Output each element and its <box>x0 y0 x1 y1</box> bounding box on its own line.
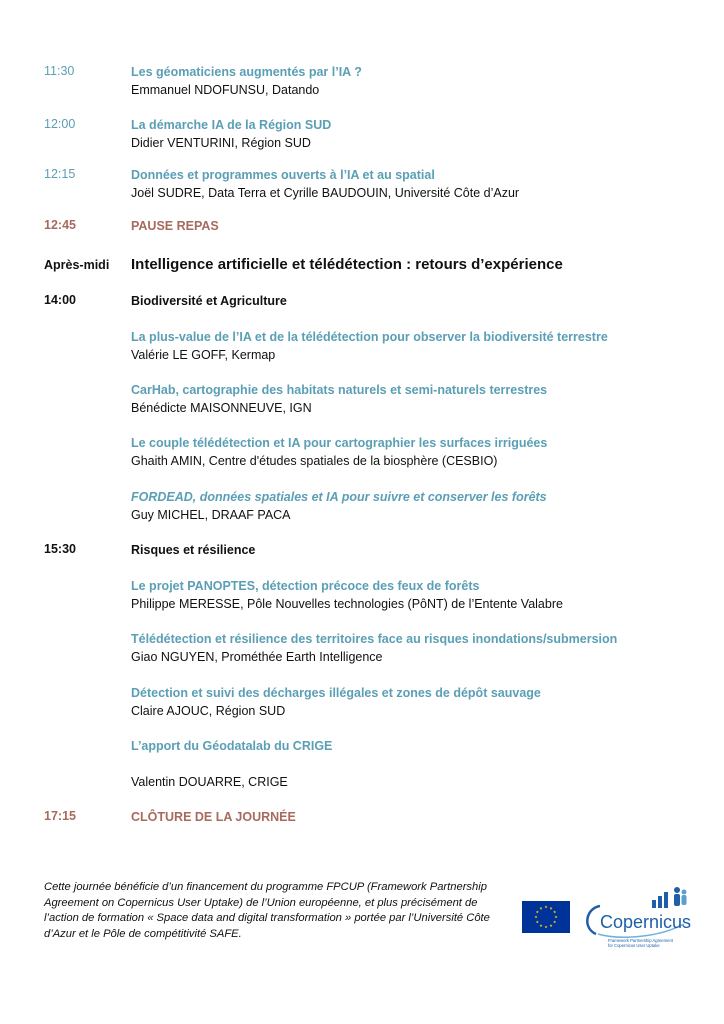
item-title: Détection et suivi des décharges illégales et zones de dépôt sauvage <box>131 686 541 700</box>
session-title: Biodiversité et Agriculture <box>131 294 287 308</box>
item-title: Les géomaticiens augmentés par l’IA ? <box>131 65 362 79</box>
item-title: Le projet PANOPTES, détection précoce des feux de forêts <box>131 579 480 593</box>
copernicus-tagline-2: for Copernicus User Uptake <box>608 943 660 948</box>
session-title: Risques et résilience <box>131 543 256 557</box>
closing-title: CLÔTURE DE LA JOURNÉE <box>131 810 296 824</box>
item-time: 12:15 <box>44 167 76 181</box>
eu-flag-icon <box>522 901 570 933</box>
copernicus-tagline-1: Framework Partnership Agreement <box>608 938 673 943</box>
session-time: 15:30 <box>44 542 76 556</box>
afternoon-title: Intelligence artificielle et télédétection : retours d’expérience <box>131 256 563 273</box>
item-speaker: Ghaith AMIN, Centre d'études spatiales de la biosphère (CESBIO) <box>131 454 498 468</box>
item-speaker: Emmanuel NDOFUNSU, Datando <box>131 83 320 97</box>
item-speaker: Bénédicte MAISONNEUVE, IGN <box>131 401 312 415</box>
item-title: FORDEAD, données spatiales et IA pour suivre et conserver les forêts <box>131 490 547 504</box>
break-time: 12:45 <box>44 218 76 232</box>
item-title: La démarche IA de la Région SUD <box>131 118 332 132</box>
item-speaker: Joël SUDRE, Data Terra et Cyrille BAUDOUIN, Université Côte d’Azur <box>131 186 520 200</box>
item-speaker: Valentin DOUARRE, CRIGE <box>131 775 288 789</box>
closing-time: 17:15 <box>44 809 76 823</box>
item-speaker: Guy MICHEL, DRAAF PACA <box>131 508 291 522</box>
copernicus-logo <box>578 884 698 956</box>
item-title: La plus-value de l’IA et de la télédétection pour observer la biodiversité terrestre <box>131 330 608 344</box>
item-title: CarHab, cartographie des habitats naturels et semi-naturels terrestres <box>131 383 548 397</box>
item-title: Données et programmes ouverts à l’IA et au spatial <box>131 168 435 182</box>
item-speaker: Valérie LE GOFF, Kermap <box>131 348 276 362</box>
item-speaker: Didier VENTURINI, Région SUD <box>131 136 311 150</box>
item-speaker: Claire AJOUC, Région SUD <box>131 704 286 718</box>
item-time: 11:30 <box>44 64 75 78</box>
item-title: Télédétection et résilience des territoires face au risques inondations/submersion <box>131 632 618 646</box>
funding-note: Cette journée bénéficie d’un financement du programme FPCUP (Framework Partnership Agreement on Copernicus User Uptake) de l’Union européenne, et plus précisément de l’action de formation « Space data and digital transformation » portée par l’Université Côte d’Azur et le Pôle de compétitivité SAFE. <box>44 881 490 940</box>
afternoon-label: Après-midi <box>44 258 110 272</box>
copernicus-wordmark: Copernicus <box>600 912 692 932</box>
item-speaker: Philippe MERESSE, Pôle Nouvelles technologies (PôNT) de l’Entente Valabre <box>131 597 563 611</box>
session-time: 14:00 <box>44 293 76 307</box>
break-title: PAUSE REPAS <box>131 219 219 233</box>
item-time: 12:00 <box>44 117 76 131</box>
item-speaker: Giao NGUYEN, Prométhée Earth Intelligence <box>131 650 383 664</box>
item-title: L’apport du Géodatalab du CRIGE <box>131 739 333 753</box>
item-title: Le couple télédétection et IA pour cartographier les surfaces irriguées <box>131 436 548 450</box>
